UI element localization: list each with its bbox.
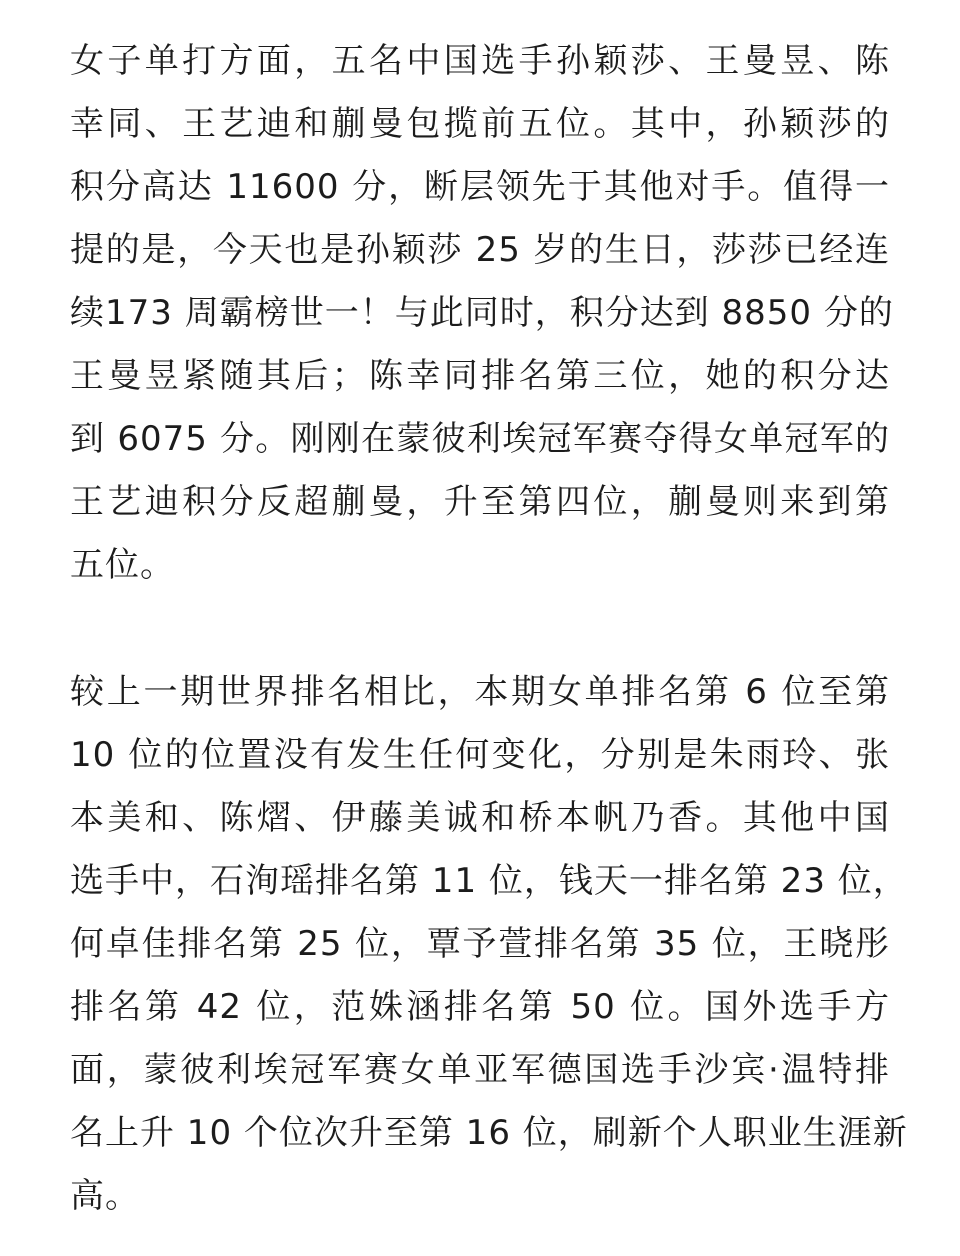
text-line: 王艺迪积分反超蒯曼，升至第四位，蒯曼则来到第	[70, 482, 890, 522]
text-line: 名上升 10 个位次升至第 16 位，刷新个人职业生涯新	[70, 1113, 908, 1153]
article-body	[70, 30, 908, 1228]
text-line: 续173 周霸榜世一！与此同时，积分达到 8850 分的	[70, 293, 894, 333]
text-line: 何卓佳排名第 25 位，覃予萱排名第 35 位，王晓彤	[70, 924, 890, 964]
paragraph-ranking-changes	[70, 661, 908, 1228]
text-line: 面，蒙彼利埃冠军赛女单亚军德国选手沙宾·温特排	[70, 1050, 890, 1090]
text-line: 五位。	[70, 545, 175, 585]
text-line: 排名第 42 位，范姝涵排名第 50 位。国外选手方	[70, 987, 890, 1027]
text-line: 幸同、王艺迪和蒯曼包揽前五位。其中，孙颖莎的	[70, 104, 890, 144]
text-line: 高。	[70, 1176, 140, 1216]
text-line: 女子单打方面，五名中国选手孙颖莎、王曼昱、陈	[70, 41, 890, 81]
paragraph-spacer	[70, 597, 890, 661]
text-line: 提的是，今天也是孙颖莎 25 岁的生日，莎莎已经连	[70, 230, 890, 270]
text-line: 较上一期世界排名相比，本期女单排名第 6 位至第	[70, 672, 890, 712]
text-line: 到 6075 分。刚刚在蒙彼利埃冠军赛夺得女单冠军的	[70, 419, 890, 459]
text-line: 王曼昱紧随其后；陈幸同排名第三位，她的积分达	[70, 356, 890, 396]
text-line: 选手中，石洵瑶排名第 11 位，钱天一排名第 23 位，	[70, 861, 908, 901]
paragraph-womens-singles-top5	[70, 30, 894, 597]
text-line: 本美和、陈熠、伊藤美诚和桥本帆乃香。其他中国	[70, 798, 890, 838]
text-line: 10 位的位置没有发生任何变化，分别是朱雨玲、张	[70, 735, 890, 775]
text-line: 积分高达 11600 分，断层领先于其他对手。值得一	[70, 167, 890, 207]
